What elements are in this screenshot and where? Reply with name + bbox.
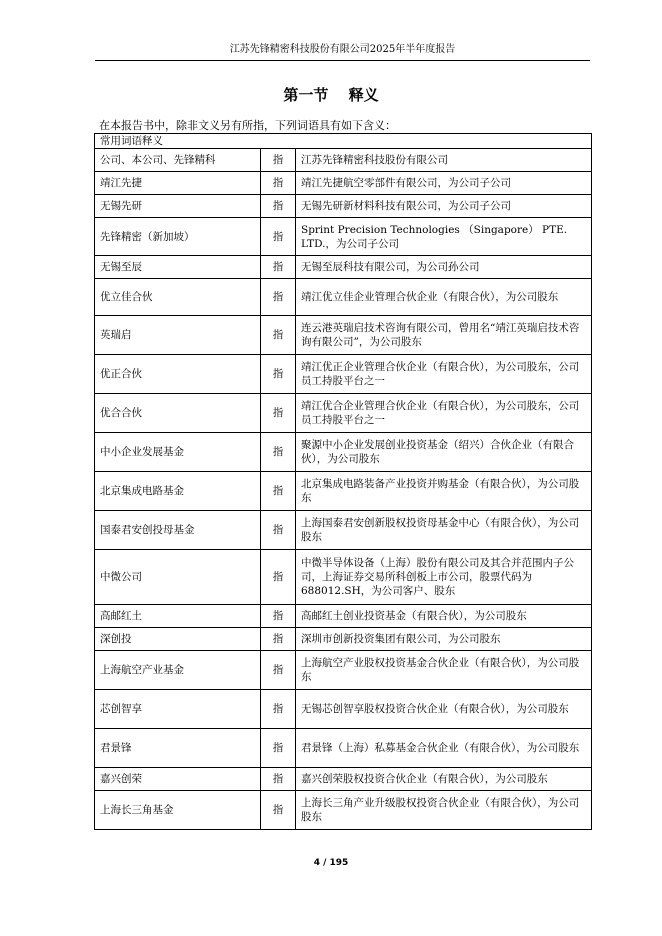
- refers-to-cell: 指: [261, 149, 296, 172]
- term-cell: 优立佳合伙: [95, 279, 261, 316]
- term-cell: 高邮红土: [95, 605, 261, 628]
- term-cell: 英瑞启: [95, 316, 261, 355]
- refers-to-cell: 指: [261, 690, 296, 729]
- term-cell: 上海航空产业基金: [95, 651, 261, 690]
- refers-to-cell: 指: [261, 605, 296, 628]
- term-cell: 上海长三角基金: [95, 791, 261, 830]
- table-row: [95, 511, 592, 550]
- table-row: [95, 729, 592, 768]
- definition-cell: 上海长三角产业升级股权投资合伙企业（有限合伙），为公司股东: [296, 791, 592, 830]
- intro-text: 在本报告书中，除非文义另有所指，下列词语具有如下含义：: [99, 119, 396, 132]
- definition-cell: 深圳市创新投资集团有限公司，为公司股东: [296, 628, 592, 651]
- table-row: [95, 316, 592, 355]
- definition-cell: 江苏先锋精密科技股份有限公司: [296, 149, 592, 172]
- table-row: [95, 550, 592, 605]
- term-cell: 嘉兴创荣: [95, 768, 261, 791]
- table-row: [95, 651, 592, 690]
- refers-to-cell: 指: [261, 472, 296, 511]
- term-cell: 公司、本公司、先锋精科: [95, 149, 261, 172]
- term-cell: 北京集成电路基金: [95, 472, 261, 511]
- term-cell: 靖江先捷: [95, 172, 261, 195]
- refers-to-cell: 指: [261, 729, 296, 768]
- refers-to-cell: 指: [261, 394, 296, 433]
- term-cell: 无锡先研: [95, 195, 261, 218]
- refers-to-cell: 指: [261, 651, 296, 690]
- refers-to-cell: 指: [261, 172, 296, 195]
- definition-cell: 无锡芯创智享股权投资合伙企业（有限合伙），为公司股东: [296, 690, 592, 729]
- definition-cell: 靖江优合企业管理合伙企业（有限合伙），为公司股东，公司员工持股平台之一: [296, 394, 592, 433]
- definition-cell: 无锡先研新材料科技有限公司，为公司子公司: [296, 195, 592, 218]
- refers-to-cell: 指: [261, 279, 296, 316]
- definition-cell: 君景锋（上海）私募基金合伙企业（有限合伙），为公司股东: [296, 729, 592, 768]
- definition-cell: 上海国泰君安创新股权投资母基金中心（有限合伙），为公司股东: [296, 511, 592, 550]
- definition-cell: 北京集成电路装备产业投资并购基金（有限合伙），为公司股东: [296, 472, 592, 511]
- running-header: 江苏先锋精密科技股份有限公司2025年半年度报告: [229, 44, 456, 55]
- table-row: [95, 605, 592, 628]
- term-cell: 中小企业发展基金: [95, 433, 261, 472]
- term-cell: 君景锋: [95, 729, 261, 768]
- refers-to-cell: 指: [261, 316, 296, 355]
- refers-to-cell: 指: [261, 218, 296, 256]
- table-row: [95, 172, 592, 195]
- table-row: [95, 628, 592, 651]
- definition-cell: 无锡至辰科技有限公司，为公司孙公司: [296, 256, 592, 279]
- definition-cell: 连云港英瑞启技术咨询有限公司，曾用名“靖江英瑞启技术咨询有限公司”，为公司股东: [296, 316, 592, 355]
- refers-to-cell: 指: [261, 791, 296, 830]
- definitions-table: [94, 133, 592, 830]
- definition-cell: 靖江优立佳企业管理合伙企业（有限合伙），为公司股东: [296, 279, 592, 316]
- refers-to-cell: 指: [261, 511, 296, 550]
- table-row: [95, 355, 592, 394]
- term-cell: 优合合伙: [95, 394, 261, 433]
- refers-to-cell: 指: [261, 433, 296, 472]
- refers-to-cell: 指: [261, 550, 296, 605]
- table-row: [95, 394, 592, 433]
- table-row: [95, 218, 592, 256]
- table-row: [95, 791, 592, 830]
- definition-cell: 高邮红土创业投资基金（有限合伙），为公司股东: [296, 605, 592, 628]
- definition-cell: 上海航空产业股权投资基金合伙企业（有限合伙），为公司股东: [296, 651, 592, 690]
- term-cell: 中微公司: [95, 550, 261, 605]
- definition-cell: 聚源中小企业发展创业投资基金（绍兴）合伙企业（有限合伙），为公司股东: [296, 433, 592, 472]
- table-row: [95, 149, 592, 172]
- term-cell: 芯创智享: [95, 690, 261, 729]
- definition-cell: Sprint Precision Technologies （Singapore） PTE. LTD.，为公司子公司: [296, 218, 592, 256]
- refers-to-cell: 指: [261, 768, 296, 791]
- table-row: [95, 472, 592, 511]
- term-cell: 国泰君安创投母基金: [95, 511, 261, 550]
- table-row: [95, 256, 592, 279]
- term-cell: 无锡至辰: [95, 256, 261, 279]
- table-row: [95, 433, 592, 472]
- term-cell: 优正合伙: [95, 355, 261, 394]
- term-cell: 先锋精密（新加坡）: [95, 218, 261, 256]
- refers-to-cell: 指: [261, 195, 296, 218]
- table-row: [95, 768, 592, 791]
- definition-cell: 靖江先捷航空零部件有限公司，为公司子公司: [296, 172, 592, 195]
- refers-to-cell: 指: [261, 256, 296, 279]
- table-caption: 常用词语释义: [95, 134, 592, 149]
- page-number: 4 / 195: [313, 858, 349, 868]
- definition-cell: 中微半导体设备（上海）股份有限公司及其合并范围内子公司，上海证券交易所科创板上市公司，股票代码为688012.SH，为公司客户、股东: [296, 550, 592, 605]
- refers-to-cell: 指: [261, 355, 296, 394]
- section-title: 第一节 释义: [283, 86, 379, 104]
- term-cell: 深创投: [95, 628, 261, 651]
- table-caption-row: [95, 134, 592, 149]
- definition-cell: 靖江优正企业管理合伙企业（有限合伙），为公司股东，公司员工持股平台之一: [296, 355, 592, 394]
- table-row: [95, 690, 592, 729]
- header-rule: [95, 60, 590, 61]
- refers-to-cell: 指: [261, 628, 296, 651]
- table-row: [95, 279, 592, 316]
- definition-cell: 嘉兴创荣股权投资合伙企业（有限合伙），为公司股东: [296, 768, 592, 791]
- table-row: [95, 195, 592, 218]
